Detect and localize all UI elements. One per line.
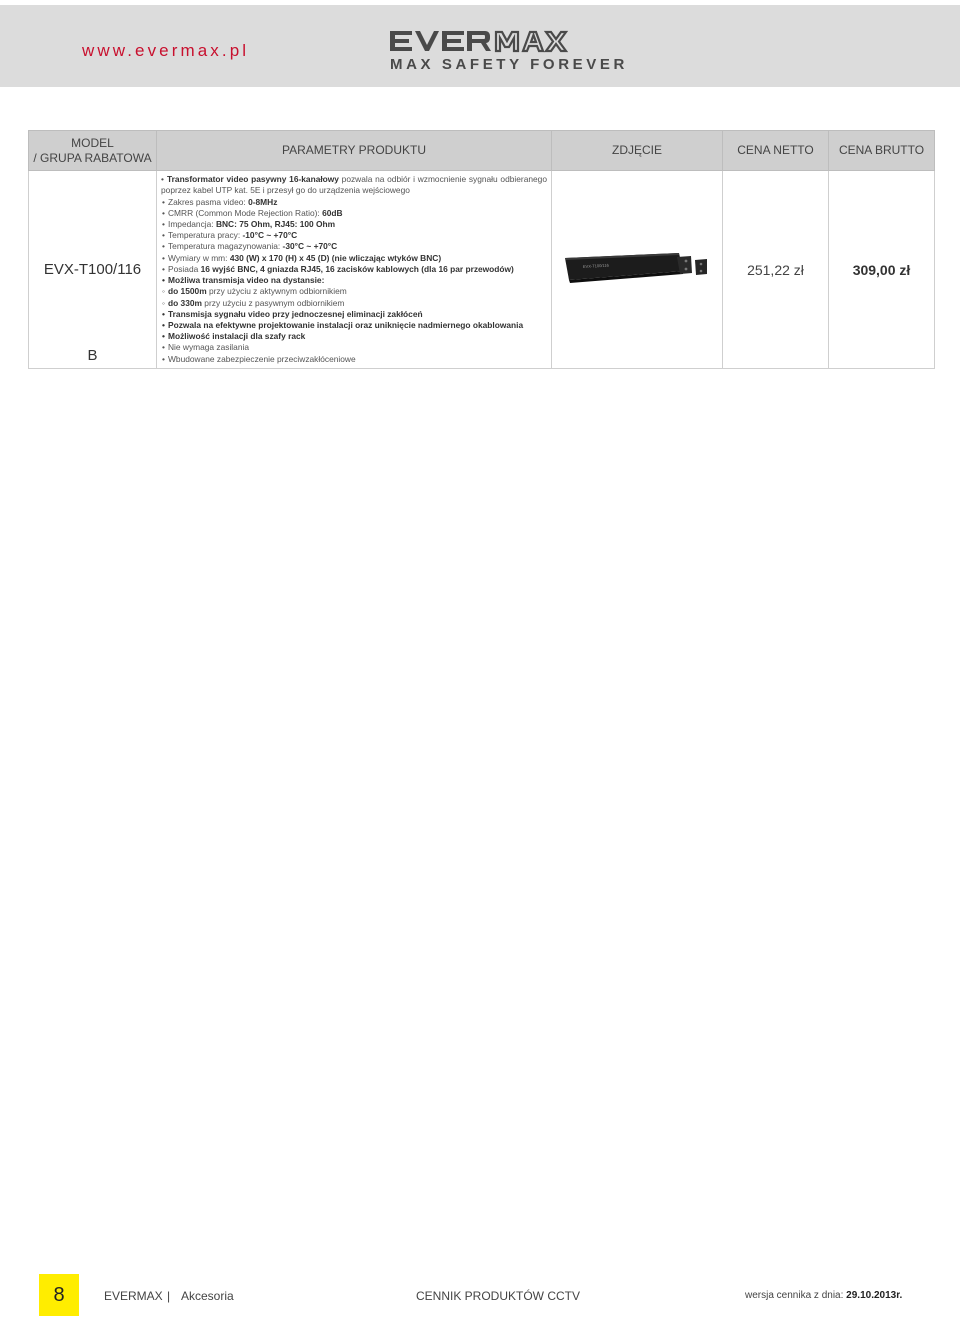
- spec-text: przy użyciu z pasywnym odbiornikiem: [201, 297, 345, 308]
- spec-subitem: ◦ do 330m przy użyciu z pasywnym odbiornikiem: [162, 297, 345, 308]
- spec-text: Transmisja sygnału video przy jednoczesnej eliminacji zakłóceń: [168, 308, 423, 319]
- spec-item: • Nie wymaga zasilania: [162, 342, 249, 353]
- footer-version: [745, 1290, 902, 1301]
- spec-item: • Transmisja sygnału video przy jednoczesnej eliminacji zakłóceń: [162, 308, 423, 319]
- spec-text: Impedancja:: [168, 219, 216, 230]
- spec-item: • Możliwość instalacji dla szafy rack: [162, 331, 306, 342]
- evermax-wordmark-icon: [388, 29, 578, 53]
- header-price-net: CENA NETTO: [723, 131, 829, 171]
- photo-label: EVX-T100/116: [582, 262, 609, 269]
- spec-bold: do 330m: [168, 297, 202, 308]
- table-header-row: [29, 131, 935, 171]
- photo-cell: [552, 171, 723, 369]
- spec-bold: Transformator video pasywny 16-kanałowy: [167, 174, 339, 185]
- spec-bold: -10°C ~ +70°C: [242, 230, 298, 241]
- product-photo: [561, 247, 713, 287]
- spec-bold: 60dB: [322, 207, 343, 218]
- version-date: 29.10.2013r.: [846, 1290, 903, 1301]
- spec-bold: 16 wyjść BNC, 4 gniazda RJ45, 16 zacisków kablowych (dla 16 par przewodów): [200, 263, 514, 274]
- spec-bold: do 1500m: [168, 286, 207, 297]
- discount-group: B: [87, 347, 98, 364]
- spec-text: Wbudowane zabezpieczenie przeciwzakłóceniowe: [168, 353, 356, 364]
- spec-text: Nie wymaga zasilania: [168, 342, 249, 353]
- price-gross: 309,00 zł: [829, 171, 935, 369]
- spec-bold: 0-8MHz: [248, 196, 278, 207]
- table-row: [29, 171, 935, 369]
- spec-bold: -30°C ~ +70°C: [282, 241, 338, 252]
- spec-item: • Temperatura magazynowania: -30°C ~ +70°C: [162, 241, 338, 252]
- spec-text: pozwala na odbiór i wzmocnienie sygnału odbieranego poprzez kabel UTP kat. 5E i przesył go do urządzenia wejściowego: [161, 174, 547, 196]
- header-band: [0, 5, 960, 87]
- spec-bold: BNC: 75 Ohm, RJ45: 100 Ohm: [215, 219, 336, 230]
- spec-item: • Wbudowane zabezpieczenie przeciwzakłóceniowe: [162, 353, 356, 364]
- model-cell: [29, 171, 157, 369]
- header-model-line2: / GRUPA RABATOWA: [33, 150, 152, 165]
- spec-text: Pozwala na efektywne projektowanie instalacji oraz uniknięcie nadmiernego okablowania: [168, 319, 524, 330]
- footer-section: Akcesoria: [181, 1289, 234, 1303]
- page-number: 8: [39, 1274, 79, 1316]
- header-model: [29, 131, 157, 171]
- spec-text: CMRR (Common Mode Rejection Ratio):: [168, 207, 323, 218]
- spec-text: Możliwa transmisja video na dystansie:: [168, 275, 325, 286]
- logo-tagline: MAX SAFETY FOREVER: [390, 56, 628, 73]
- model-name: EVX-T100/116: [43, 261, 142, 278]
- spec-list: [161, 174, 547, 364]
- page-footer: [0, 1274, 960, 1316]
- spec-text: Temperatura magazynowania:: [168, 241, 283, 252]
- spec-text: Temperatura pracy:: [168, 230, 243, 241]
- spec-item: • Możliwa transmisja video na dystansie:: [162, 275, 325, 286]
- footer-brand: EVERMAX: [104, 1289, 163, 1303]
- header-model-line1: MODEL: [71, 135, 114, 150]
- spec-text: przy użyciu z aktywnym odbiornikiem: [206, 286, 347, 297]
- spec-bold: 430 (W) x 170 (H) x 45 (D) (nie wliczając wtyków BNC): [229, 252, 442, 263]
- site-url[interactable]: www.evermax.pl: [82, 41, 250, 60]
- price-table: [28, 130, 935, 369]
- spec-item: • Posiada 16 wyjść BNC, 4 gniazda RJ45, 16 zacisków kablowych (dla 16 par przewodów): [162, 263, 514, 274]
- spec-item: • Transformator video pasywny 16-kanałowy pozwala na odbiór i wzmocnienie sygnału odbieranego poprzez kabel UTP kat. 5E i przesył go do urządzenia wejściowego: [161, 174, 547, 196]
- spec-item: • Zakres pasma video: 0-8MHz: [162, 196, 278, 207]
- header-params: PARAMETRY PRODUKTU: [157, 131, 552, 171]
- spec-item: • Impedancja: BNC: 75 Ohm, RJ45: 100 Ohm: [162, 219, 336, 230]
- spec-subitem: ◦ do 1500m przy użyciu z aktywnym odbiornikiem: [162, 286, 347, 297]
- spec-item: • CMRR (Common Mode Rejection Ratio): 60dB: [162, 207, 343, 218]
- spec-item: • Temperatura pracy: -10°C ~ +70°C: [162, 230, 298, 241]
- spec-text: Zakres pasma video:: [168, 196, 249, 207]
- header-photo: ZDJĘCIE: [552, 131, 723, 171]
- spec-text: Możliwość instalacji dla szafy rack: [168, 331, 306, 342]
- params-cell: [157, 171, 552, 369]
- header-price-gross: CENA BRUTTO: [829, 131, 935, 171]
- spec-text: Posiada: [168, 263, 201, 274]
- spec-text: Wymiary w mm:: [168, 252, 230, 263]
- spec-item: • Wymiary w mm: 430 (W) x 170 (H) x 45 (D) (nie wliczając wtyków BNC): [162, 252, 442, 263]
- footer-title: CENNIK PRODUKTÓW CCTV: [416, 1289, 581, 1303]
- price-net: 251,22 zł: [723, 171, 829, 369]
- spec-item: • Pozwala na efektywne projektowanie instalacji oraz uniknięcie nadmiernego okablowania: [162, 319, 524, 330]
- version-label: wersja cennika z dnia:: [745, 1290, 847, 1301]
- evermax-logo: [388, 29, 628, 75]
- footer-separator: |: [167, 1289, 171, 1303]
